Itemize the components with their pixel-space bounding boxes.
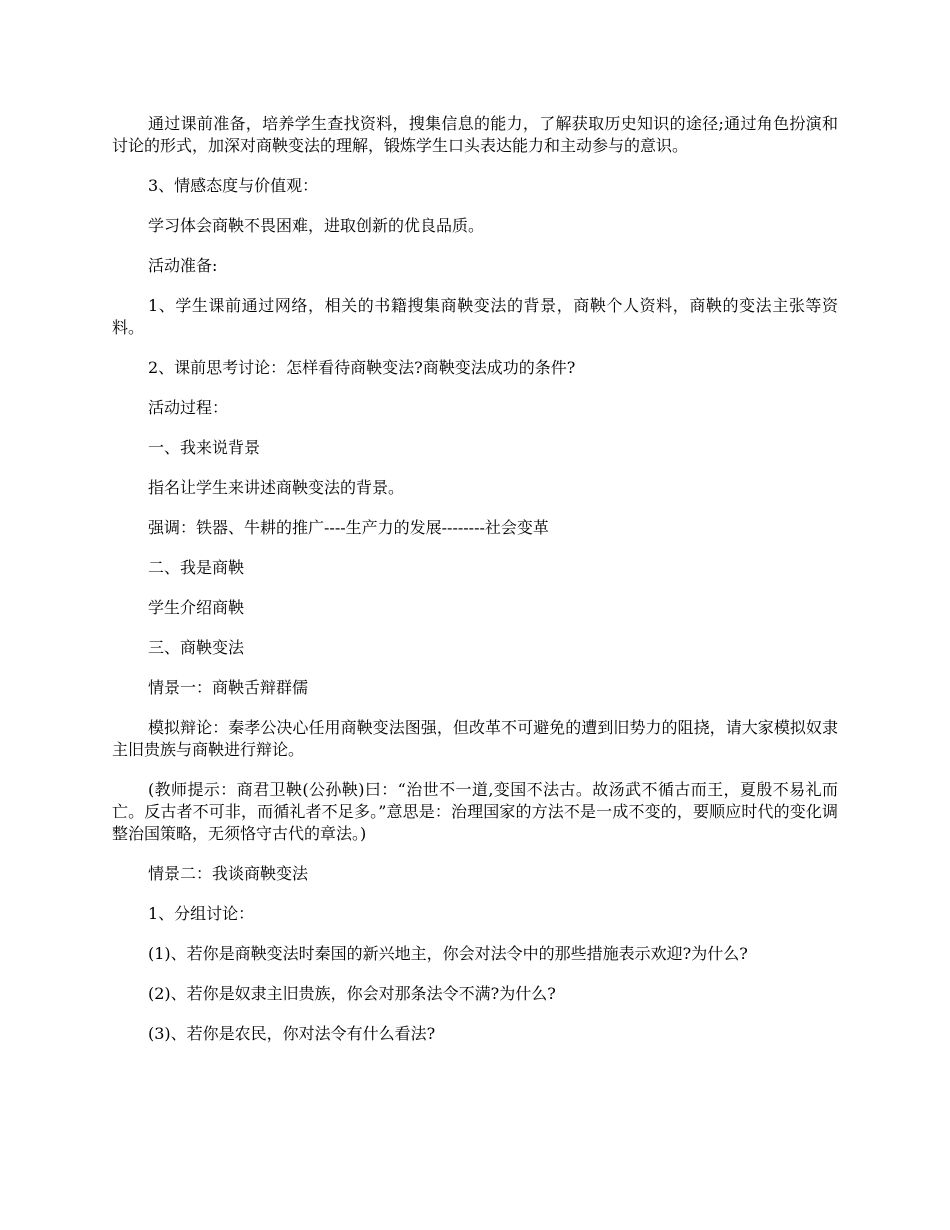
heading-group-discussion: 1、分组讨论： [148,904,255,923]
paragraph-section-1-task: 指名让学生来讲述商鞅变法的背景。 [148,478,405,497]
paragraph-mock-debate: 模拟辩论：秦孝公决心任用商鞅变法图强，但改革不可避免的遭到旧势力的阻挠，请大家模拟奴隶主旧贵族与商鞅进行辩论。 [112,718,838,759]
paragraph-objective-ability: 通过课前准备，培养学生查找资料，搜集信息的能力，了解获取历史知识的途径;通过角色扮演和讨论的形式，加深对商鞅变法的理解，锻炼学生口头表达能力和主动参与的意识。 [112,114,838,155]
paragraph-section-1-emphasis: 强调：铁器、牛耕的推广----生产力的发展--------社会变革 [148,518,549,537]
paragraph-section-2-task: 学生介绍商鞅 [148,598,245,617]
paragraph-prep-item-1: 1、学生课前通过网络，相关的书籍搜集商鞅变法的背景，商鞅个人资料，商鞅的变法主张等资料。 [112,296,838,337]
question-1: (1)、若你是商鞅变法时秦国的新兴地主，你会对法令中的那些措施表示欢迎?为什么? [148,944,748,963]
heading-section-1: 一、我来说背景 [148,438,261,457]
heading-section-3: 三、商鞅变法 [148,638,245,657]
heading-scene-2: 情景二：我谈商鞅变法 [148,864,309,883]
heading-emotion-values: 3、情感态度与价值观： [148,176,319,195]
heading-scene-1: 情景一：商鞅舌辩群儒 [148,678,309,697]
heading-activity-process: 活动过程： [148,398,229,417]
paragraph-values-content: 学习体会商鞅不畏困难，进取创新的优良品质。 [148,216,485,235]
heading-section-2: 二、我是商鞅 [148,558,245,577]
paragraph-prep-item-2: 2、课前思考讨论：怎样看待商鞅变法?商鞅变法成功的条件? [148,358,576,377]
heading-activity-prep: 活动准备: [148,256,218,275]
question-2: (2)、若你是奴隶主旧贵族，你会对那条法令不满?为什么? [148,984,556,1003]
paragraph-teacher-hint: (教师提示：商君卫鞅(公孙鞅)曰：“治世不一道,变国不法古。故汤武不循古而王，夏殷不易礼而亡。反古者不可非，而循礼者不足多。”意思是：治理国家的方法不是一成不变的，要顺应时代的变化调整治国策略，无须恪守古代的章法。) [112,780,838,843]
document-body [112,113,838,1063]
question-3: (3)、若你是农民，你对法令有什么看法? [148,1024,436,1043]
